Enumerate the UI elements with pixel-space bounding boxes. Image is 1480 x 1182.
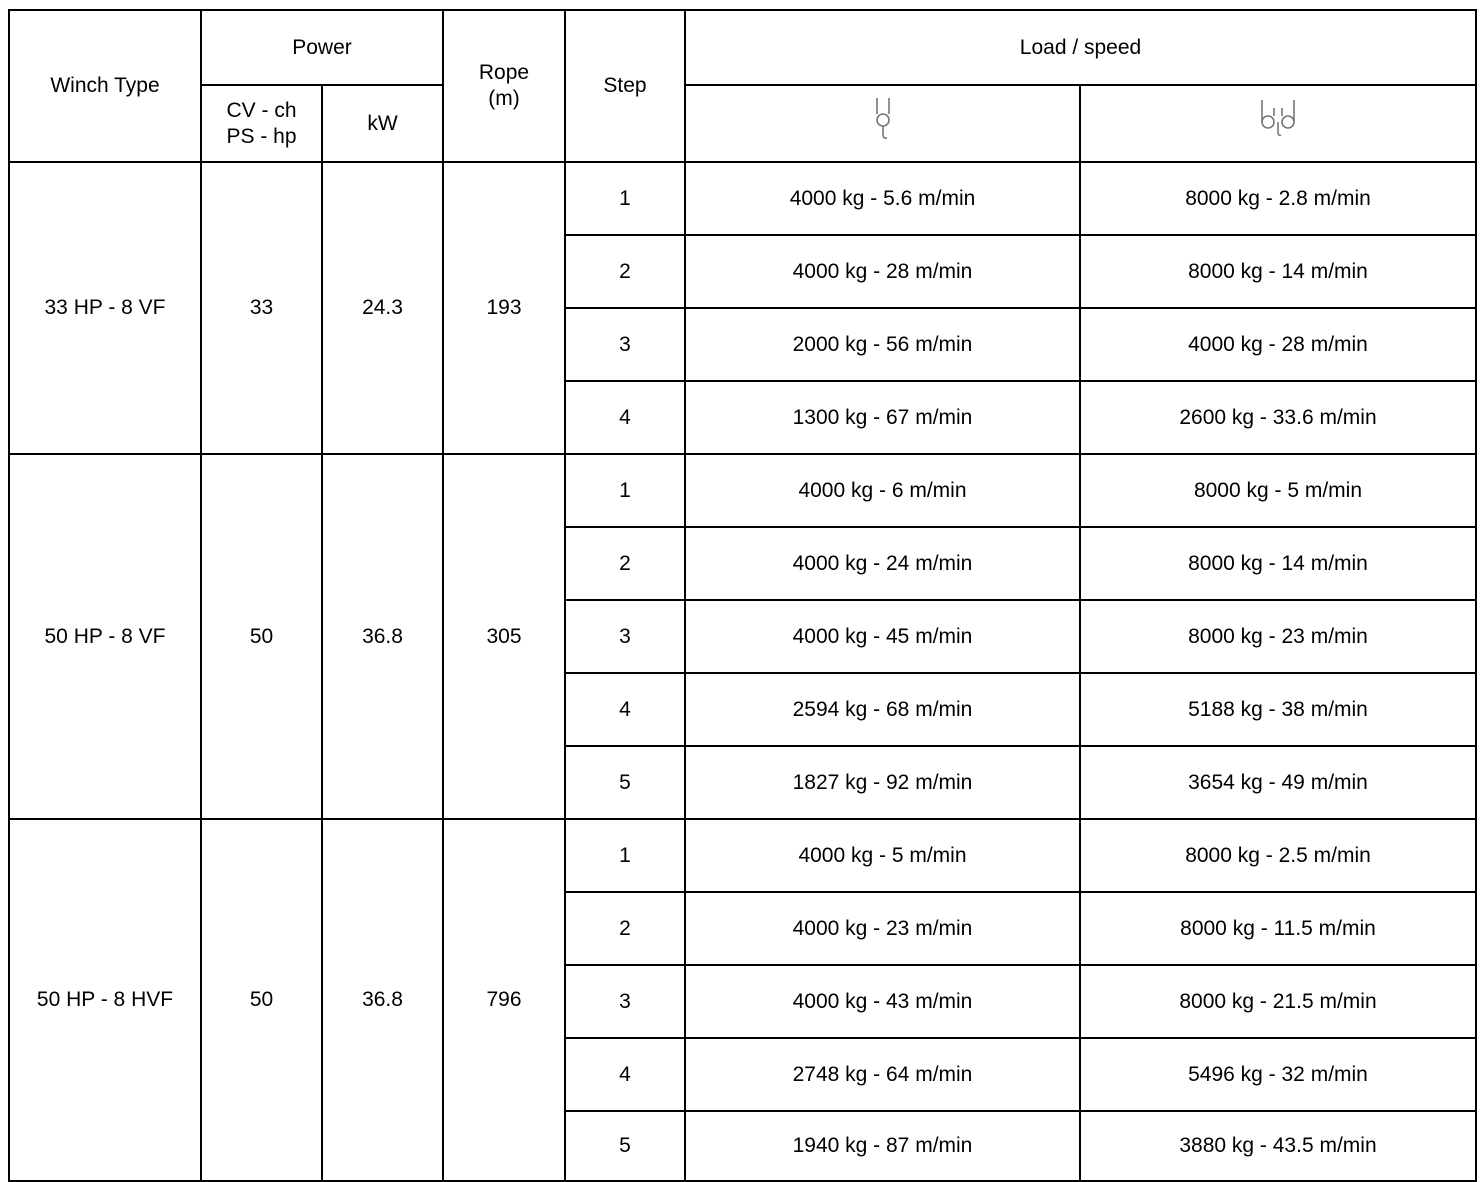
winch-type-cell: 33 HP - 8 VF [9, 162, 201, 454]
single-load-cell: 4000 kg - 24 m/min [685, 527, 1080, 600]
step-cell: 2 [565, 235, 685, 308]
step-cell: 5 [565, 1111, 685, 1181]
double-load-cell: 8000 kg - 5 m/min [1080, 454, 1476, 527]
step-cell: 1 [565, 162, 685, 235]
step-cell: 2 [565, 527, 685, 600]
single-load-cell: 4000 kg - 5.6 m/min [685, 162, 1080, 235]
single-load-cell: 4000 kg - 5 m/min [685, 819, 1080, 892]
single-hook-svg [873, 96, 893, 144]
single-load-cell: 2594 kg - 68 m/min [685, 673, 1080, 746]
table-row [9, 819, 1476, 892]
single-load-cell: 1940 kg - 87 m/min [685, 1111, 1080, 1181]
table-row [9, 454, 1476, 527]
step-cell: 4 [565, 673, 685, 746]
table-header [9, 10, 1476, 162]
step-cell: 2 [565, 892, 685, 965]
step-cell: 3 [565, 600, 685, 673]
power-kw-header: kW [322, 85, 443, 162]
rope-cell: 193 [443, 162, 565, 454]
winch-type-header: Winch Type [9, 10, 201, 162]
double-load-cell: 5496 kg - 32 m/min [1080, 1038, 1476, 1111]
double-load-cell: 8000 kg - 11.5 m/min [1080, 892, 1476, 965]
rope-header-line1: Rope [478, 61, 530, 84]
rope-cell: 796 [443, 819, 565, 1181]
double-load-cell: 5188 kg - 38 m/min [1080, 673, 1476, 746]
winch-spec-table [8, 9, 1477, 1182]
table-body [9, 162, 1476, 1181]
double-load-cell: 3654 kg - 49 m/min [1080, 746, 1476, 819]
double-load-cell: 8000 kg - 2.5 m/min [1080, 819, 1476, 892]
double-hook-svg [1258, 96, 1298, 144]
rope-header [443, 10, 565, 162]
step-cell: 4 [565, 381, 685, 454]
single-hook-icon [873, 96, 893, 151]
table-row [9, 162, 1476, 235]
single-load-cell: 1827 kg - 92 m/min [685, 746, 1080, 819]
single-load-cell: 4000 kg - 43 m/min [685, 965, 1080, 1038]
spec-table-wrapper [8, 9, 1477, 1182]
step-cell: 3 [565, 308, 685, 381]
winch-type-cell: 50 HP - 8 VF [9, 454, 201, 819]
double-load-cell: 8000 kg - 14 m/min [1080, 527, 1476, 600]
double-hook-header [1080, 85, 1476, 162]
power-header: Power [201, 10, 443, 85]
step-cell: 1 [565, 819, 685, 892]
single-hook-header [685, 85, 1080, 162]
double-load-cell: 2600 kg - 33.6 m/min [1080, 381, 1476, 454]
double-hook-icon [1258, 96, 1298, 151]
step-header: Step [565, 10, 685, 162]
step-cell: 4 [565, 1038, 685, 1111]
double-load-cell: 8000 kg - 21.5 m/min [1080, 965, 1476, 1038]
single-load-cell: 2748 kg - 64 m/min [685, 1038, 1080, 1111]
single-load-cell: 4000 kg - 28 m/min [685, 235, 1080, 308]
double-load-cell: 3880 kg - 43.5 m/min [1080, 1111, 1476, 1181]
winch-type-cell: 50 HP - 8 HVF [9, 819, 201, 1181]
power-cv-cell: 50 [201, 454, 322, 819]
step-cell: 5 [565, 746, 685, 819]
power-cv-line2: PS - hp [226, 124, 297, 148]
rope-header-line2: (m) [488, 87, 520, 110]
power-cv-line1: CV - ch [226, 98, 297, 122]
single-load-cell: 4000 kg - 45 m/min [685, 600, 1080, 673]
double-load-cell: 8000 kg - 2.8 m/min [1080, 162, 1476, 235]
power-cv-cell: 33 [201, 162, 322, 454]
double-load-cell: 8000 kg - 23 m/min [1080, 600, 1476, 673]
power-kw-cell: 36.8 [322, 819, 443, 1181]
single-load-cell: 2000 kg - 56 m/min [685, 308, 1080, 381]
power-cv-cell: 50 [201, 819, 322, 1181]
double-load-cell: 8000 kg - 14 m/min [1080, 235, 1476, 308]
step-cell: 3 [565, 965, 685, 1038]
power-kw-cell: 24.3 [322, 162, 443, 454]
load-speed-header: Load / speed [685, 10, 1476, 85]
power-kw-cell: 36.8 [322, 454, 443, 819]
rope-cell: 305 [443, 454, 565, 819]
single-load-cell: 4000 kg - 6 m/min [685, 454, 1080, 527]
single-load-cell: 1300 kg - 67 m/min [685, 381, 1080, 454]
power-cv-header [201, 85, 322, 162]
step-cell: 1 [565, 454, 685, 527]
single-load-cell: 4000 kg - 23 m/min [685, 892, 1080, 965]
double-load-cell: 4000 kg - 28 m/min [1080, 308, 1476, 381]
